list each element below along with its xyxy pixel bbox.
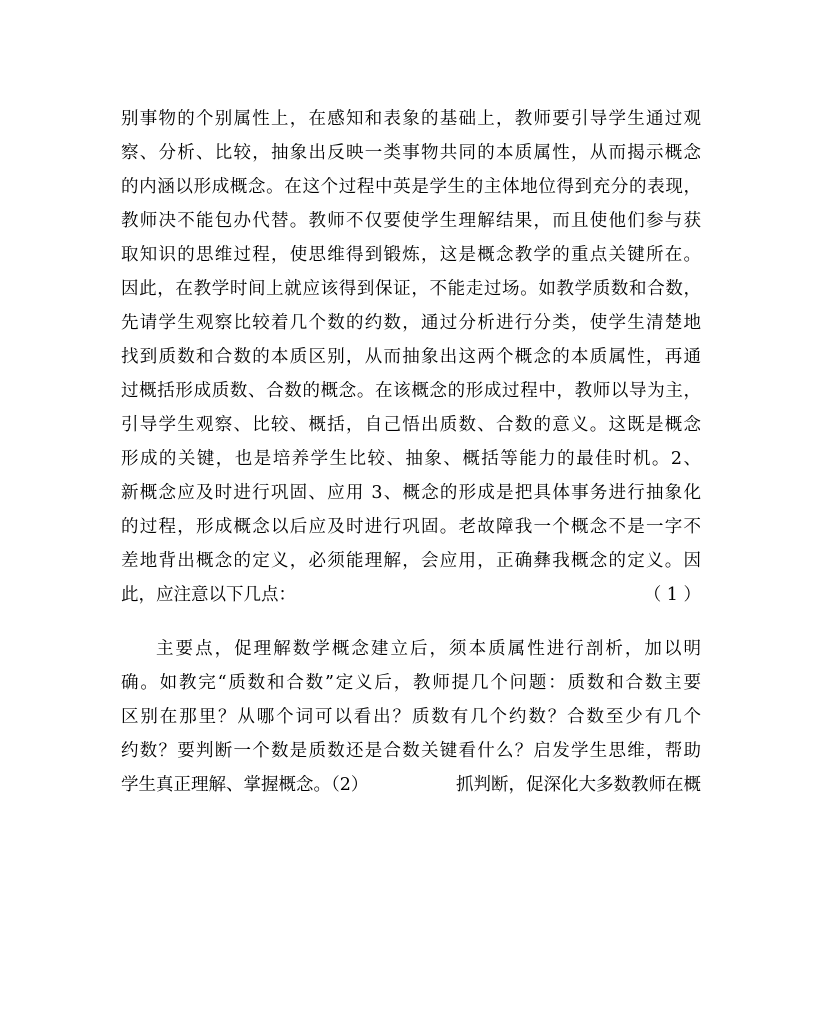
text-line: 的过程，形成概念以后应及时进行巩固。老故障我一个概念不是一字不 xyxy=(121,517,701,537)
text-line: 引导学生观察、比较、概括，自己悟出质数、合数的意义。这既是概念 xyxy=(121,415,701,435)
paragraph-1 xyxy=(121,102,701,612)
text-line: 形成的关键，也是培养学生比较、抽象、概括等能力的最佳时机。2、 xyxy=(121,449,701,469)
paragraph-2 xyxy=(121,632,701,802)
text-line: 新概念应及时进行巩固、应用 3、概念的形成是把具体事务进行抽象化 xyxy=(121,483,701,503)
text-segment: 抓判断，促深化大多数教师在概 xyxy=(456,775,701,795)
list-marker: （ 1 ） xyxy=(643,585,701,605)
text-line: 过概括形成质数、合数的概念。在该概念的形成过程中，教师以导为主， xyxy=(121,381,701,401)
text-line: 区别在那里？从哪个词可以看出？质数有几个约数？合数至少有几个 xyxy=(121,707,701,727)
text-segment: 此，应注意以下几点： xyxy=(121,585,296,605)
text-line: 约数？要判断一个数是质数还是合数关键看什么？启发学生思维，帮助 xyxy=(121,741,701,761)
text-line: 的内涵以形成概念。在这个过程中英是学生的主体地位得到充分的表现， xyxy=(121,177,701,197)
text-line-with-marker xyxy=(121,768,701,802)
text-line: 找到质数和合数的本质区别，从而抽象出这两个概念的本质属性，再通 xyxy=(121,347,701,367)
text-line-with-marker xyxy=(121,578,701,612)
text-line: 确。如教完“质数和合数”定义后，教师提几个问题：质数和合数主要 xyxy=(121,673,701,693)
document-body xyxy=(121,102,701,802)
text-line: 别事物的个别属性上，在感知和表象的基础上，教师要引导学生通过观 xyxy=(121,109,701,129)
text-line: 主要点，促理解数学概念建立后，须本质属性进行剖析，加以明 xyxy=(156,639,701,659)
text-line: 教师决不能包办代替。教师不仅要使学生理解结果，而且使他们参与获 xyxy=(121,211,701,231)
text-line: 差地背出概念的定义，必须能理解，会应用，正确彝我概念的定义。因 xyxy=(121,551,701,571)
paragraph-gap xyxy=(121,612,701,632)
text-line: 先请学生观察比较着几个数的约数，通过分析进行分类，使学生清楚地 xyxy=(121,313,701,333)
text-line: 取知识的思维过程，使思维得到锻炼，这是概念教学的重点关键所在。 xyxy=(121,245,701,265)
text-line: 察、分析、比较，抽象出反映一类事物共同的本质属性，从而揭示概念 xyxy=(121,143,701,163)
text-segment: 学生真正理解、掌握概念。（2） xyxy=(121,775,369,795)
text-line: 因此，在教学时间上就应该得到保证，不能走过场。如教学质数和合数， xyxy=(121,279,701,299)
